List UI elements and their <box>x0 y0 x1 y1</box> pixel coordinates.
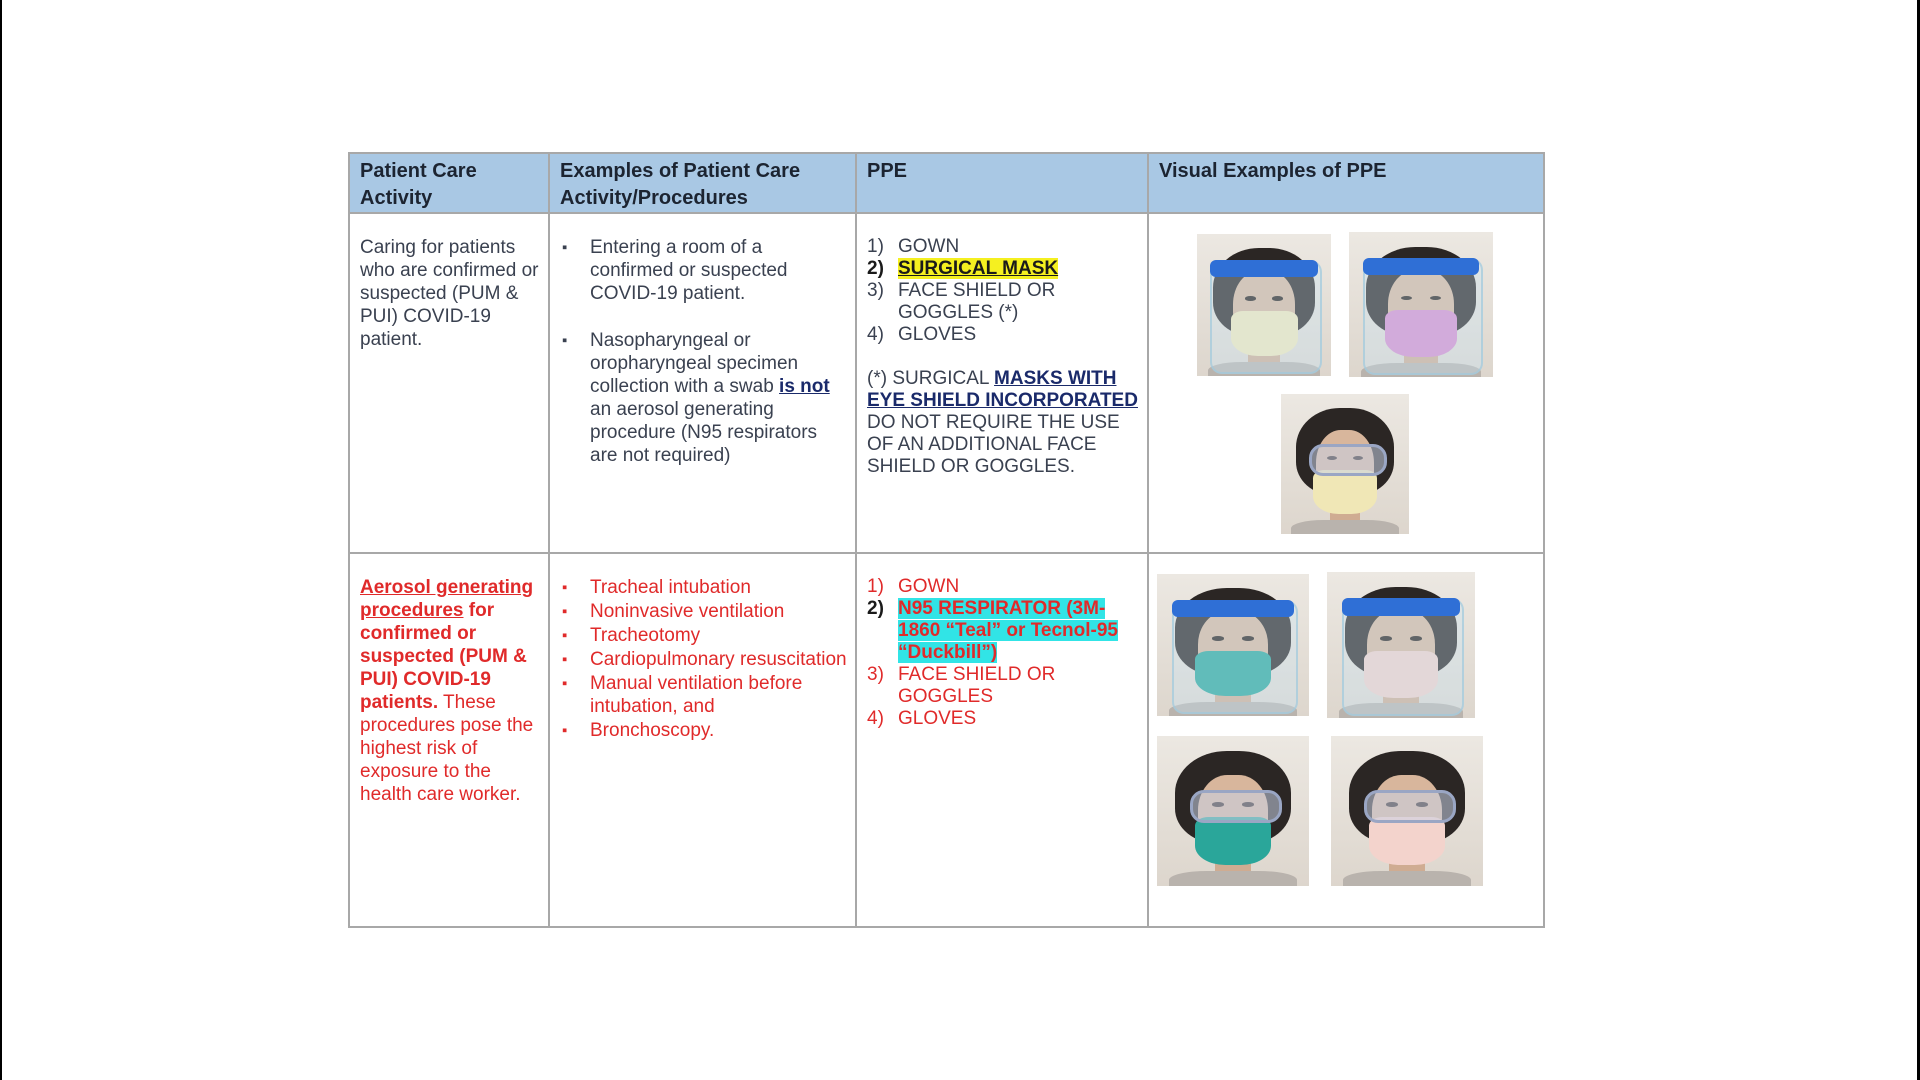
list-item <box>560 719 847 742</box>
photo-goggles <box>1309 444 1387 475</box>
list-item-text: Bronchoscopy. <box>590 720 715 741</box>
emphasis-is-not: is not <box>779 376 830 397</box>
goggles-duckbill-photo <box>1331 736 1483 886</box>
list-item <box>560 648 847 671</box>
face-shield-surgical-mask-photo <box>1197 234 1331 376</box>
header-ppe: PPE <box>856 153 1148 213</box>
row2-examples-list <box>560 576 847 742</box>
ppe-item <box>867 664 1139 708</box>
n95-respirator-highlight: N95 RESPIRATOR (3M-1860 “Teal” or Tecnol-95 “Duckbill”) <box>898 598 1118 663</box>
row1-ppe-cell <box>856 213 1148 553</box>
row1-visual-cell <box>1148 213 1544 553</box>
photo-face-shield <box>1363 258 1482 375</box>
note-prefix: (*) SURGICAL <box>867 368 995 389</box>
ppe-item-text: GLOVES <box>898 708 977 729</box>
face-shield-pink-mask-photo <box>1349 232 1493 377</box>
goggles-surgical-mask-photo <box>1281 394 1409 534</box>
photo-shield-band <box>1172 600 1294 617</box>
bullet-icon: ▪ <box>562 239 568 256</box>
bullet-icon: ▪ <box>562 603 568 620</box>
ppe-item-text: GLOVES <box>898 324 977 345</box>
list-item <box>560 329 847 467</box>
row1-examples-list <box>560 236 847 467</box>
ppe-item <box>867 258 1139 280</box>
ppe-item-number: 4) <box>867 708 884 729</box>
row2-activity-text <box>350 554 548 806</box>
photo-shirt <box>1343 871 1471 886</box>
bullet-icon: ▪ <box>562 332 568 349</box>
row2-examples-cell <box>549 553 856 927</box>
surgical-mask-highlight: SURGICAL MASK <box>898 258 1059 279</box>
list-item <box>560 236 847 305</box>
row2-ppe-list <box>867 576 1139 730</box>
list-item <box>560 576 847 599</box>
goggles-teal-n95-photo <box>1157 736 1309 886</box>
row1-examples-cell <box>549 213 856 553</box>
ppe-item-text: GOWN <box>898 576 960 597</box>
ppe-item-text: FACE SHIELD OR GOGGLES (*) <box>898 280 1056 323</box>
photo-shirt <box>1291 520 1399 534</box>
ppe-item-text: FACE SHIELD OR GOGGLES <box>898 664 1056 707</box>
ppe-item-number: 3) <box>867 664 884 685</box>
list-item-text: Nasopharyngeal or oropharyngeal specimen collection with a swab <box>590 330 799 397</box>
bullet-icon: ▪ <box>562 651 568 668</box>
ppe-item-text: GOWN <box>898 236 960 257</box>
photo-goggles <box>1364 790 1455 823</box>
ppe-guidance-table <box>348 152 1545 928</box>
activity-risk-text: These procedures pose the highest risk of exposure to the health care worker. <box>360 692 534 805</box>
ppe-item-number: 1) <box>867 576 884 597</box>
ppe-item-number: 1) <box>867 236 884 257</box>
row1-photo-area <box>1149 214 1543 552</box>
aerosol-procedures-label: Aerosol generating procedures <box>360 577 534 621</box>
surgical-mask-note <box>867 368 1139 478</box>
photo-mask <box>1369 817 1445 865</box>
list-item-text: Tracheal intubation <box>590 577 751 598</box>
row2-visual-cell <box>1148 553 1544 927</box>
photo-face-shield <box>1342 598 1464 716</box>
photo-mask <box>1313 470 1377 515</box>
ppe-item-number: 3) <box>867 280 884 301</box>
ppe-item <box>867 576 1139 598</box>
list-item-text: Tracheotomy <box>590 625 701 646</box>
photo-shield-band <box>1210 260 1317 277</box>
note-emphasis: MASKS WITH EYE SHIELD INCORPORATED <box>867 368 1138 411</box>
ppe-item <box>867 236 1139 258</box>
list-item-text: Entering a room of a confirmed or suspected COVID-19 patient. <box>590 237 788 304</box>
table-row <box>349 553 1544 927</box>
face-shield-teal-n95-photo <box>1157 574 1309 716</box>
bullet-icon: ▪ <box>562 627 568 644</box>
row1-ppe-list <box>867 236 1139 346</box>
row1-activity-text: Caring for patients who are confirmed or suspected (PUM & PUI) COVID-19 patient. <box>360 237 539 350</box>
ppe-item <box>867 280 1139 324</box>
header-examples-of-procedures: Examples of Patient Care Activity/Procedures <box>549 153 856 213</box>
ppe-item <box>867 324 1139 346</box>
list-item-text: Noninvasive ventilation <box>590 601 785 622</box>
list-item <box>560 624 847 647</box>
row1-activity-cell <box>349 213 549 553</box>
header-patient-care-activity: Patient Care Activity <box>349 153 549 213</box>
list-item-text: an aerosol generating procedure (N95 respirators are not required) <box>590 399 818 466</box>
table-header-row <box>349 153 1544 213</box>
list-item-text: Manual ventilation before intubation, and <box>590 673 803 717</box>
row2-ppe-cell <box>856 553 1148 927</box>
ppe-item <box>867 708 1139 730</box>
note-suffix: DO NOT REQUIRE THE USE OF AN ADDITIONAL FACE SHIELD OR GOGGLES. <box>867 412 1120 477</box>
photo-face-shield <box>1210 260 1321 375</box>
table-row <box>349 213 1544 553</box>
photo-mask <box>1195 817 1271 865</box>
photo-shield-band <box>1342 598 1460 616</box>
bullet-icon: ▪ <box>562 579 568 596</box>
face-shield-duckbill-photo <box>1327 572 1475 718</box>
photo-shield-band <box>1363 258 1478 275</box>
ppe-item-number: 4) <box>867 324 884 345</box>
photo-goggles <box>1190 790 1281 823</box>
header-visual-examples: Visual Examples of PPE <box>1148 153 1544 213</box>
bullet-icon: ▪ <box>562 722 568 739</box>
list-item-text: Cardiopulmonary resuscitation <box>590 649 847 670</box>
document-page <box>2 0 1917 1080</box>
photo-shirt <box>1169 871 1297 886</box>
list-item <box>560 600 847 623</box>
ppe-item <box>867 598 1139 664</box>
ppe-item-number: 2) <box>867 258 884 279</box>
row2-activity-cell <box>349 553 549 927</box>
ppe-item-number: 2) <box>867 598 884 619</box>
row2-photo-area <box>1149 554 1543 926</box>
photo-face-shield <box>1172 600 1298 715</box>
list-item <box>560 672 847 718</box>
bullet-icon: ▪ <box>562 675 568 692</box>
activity-target-text: for confirmed or suspected (PUM & PUI) COVID-19 patients. <box>360 600 527 713</box>
